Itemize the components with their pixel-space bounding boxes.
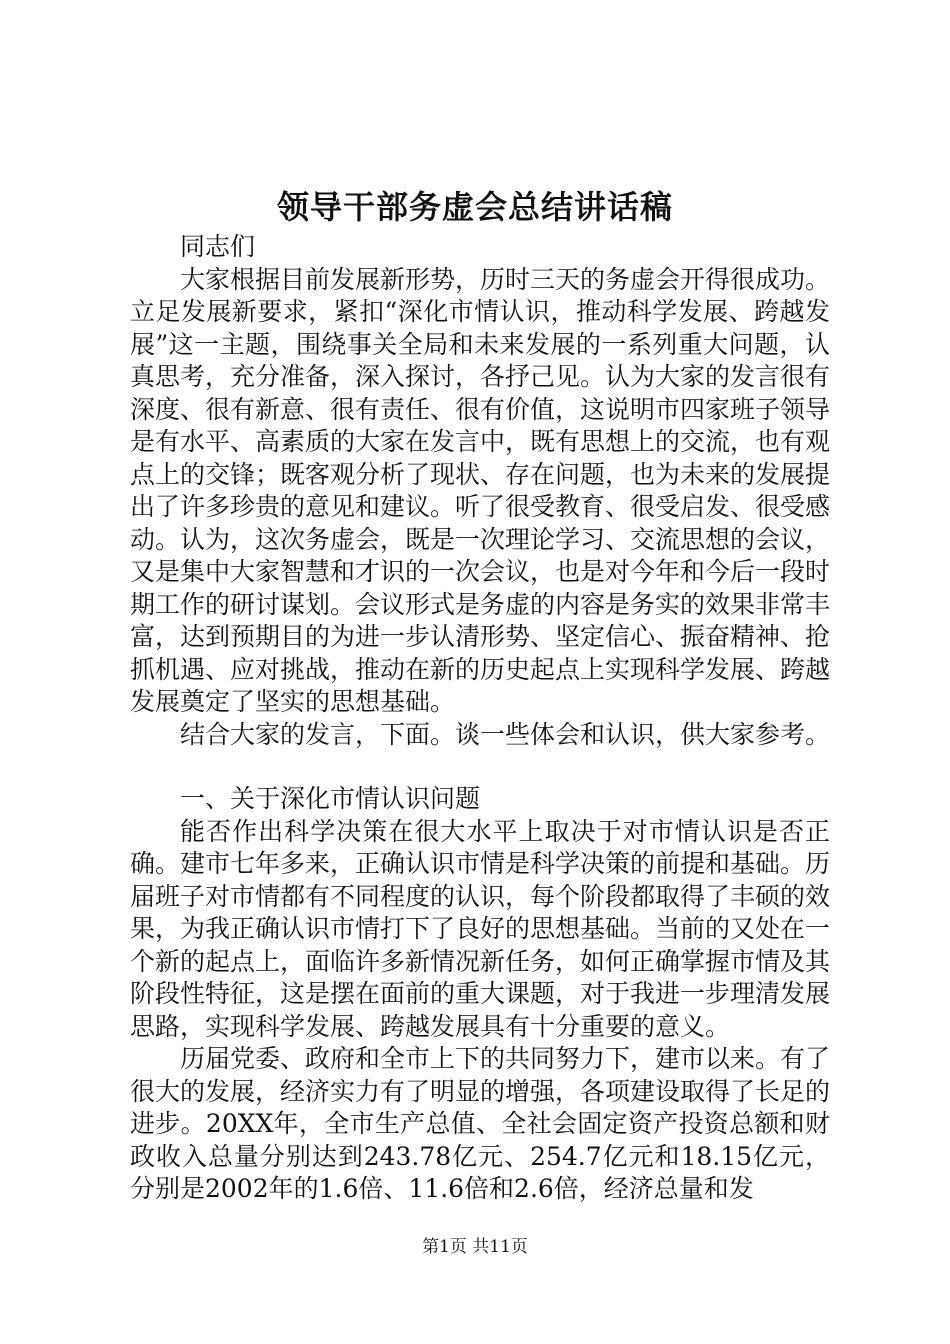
body-paragraph: 结合大家的发言，下面。谈一些体会和认识，供大家参考。 [180, 719, 831, 749]
document-title: 领导干部务虚会总结讲话稿 [276, 188, 673, 226]
salutation-paragraph: 同志们 [180, 232, 256, 261]
section-heading: 一、关于深化市情认识问题 [180, 784, 481, 813]
page-footer: 第1页 共11页 [422, 1237, 528, 1257]
body-paragraph: 历届党委、政府和全市上下的共同努力下，建市以来。有了很大的发展，经济实力有了明显的增强，各项建设取得了长足的进步。20XX年，全市生产总值、全社会固定资产投资总额和财政收入总量分别达到243.78亿元、254.7亿元和18.15亿元，分别是2002年的1.6倍、11.6倍和2.6倍，经济总量和发 [130, 1044, 831, 1203]
document-body [130, 231, 830, 1206]
body-paragraph: 大家根据目前发展新形势，历时三天的务虚会开得很成功。立足发展新要求，紧扣“深化市情认识，推动科学发展、跨越发展”这一主题，围绕事关全局和未来发展的一系列重大问题，认真思考，充分准备，深入探讨，各抒己见。认为大家的发言很有深度、很有新意、很有责任、很有价值，这说明市四家班子领导是有水平、高素质的大家在发言中，既有思想上的交流，也有观点上的交锋；既客观分析了现状、存在问题，也为未来的发展提出了许多珍贵的意见和建议。听了很受教育、很受启发、很受感动。认为，这次务虚会，既是一次理论学习、交流思想的会议，又是集中大家智慧和才识的一次会议，也是对今年和今后一段时期工作的研讨谋划。会议形式是务虚的内容是务实的效果非常丰富，达到预期目的为进一步认清形势、坚定信心、振奋精神、抢抓机遇、应对挑战，推动在新的历史起点上实现科学发展、跨越发展奠定了坚实的思想基础。 [130, 264, 831, 716]
body-paragraph: 能否作出科学决策在很大水平上取决于对市情认识是否正确。建市七年多来，正确认识市情是科学决策的前提和基础。历届班子对市情都有不同程度的认识，每个阶段都取得了丰硕的效果，为我正确认识市情打下了良好的思想基础。当前的又处在一个新的起点上，面临许多新情况新任务，如何正确掌握市情及其阶段性特征，这是摆在面前的重大课题，对于我进一步理清发展思路，实现科学发展、跨越发展具有十分重要的意义。 [130, 816, 831, 1041]
